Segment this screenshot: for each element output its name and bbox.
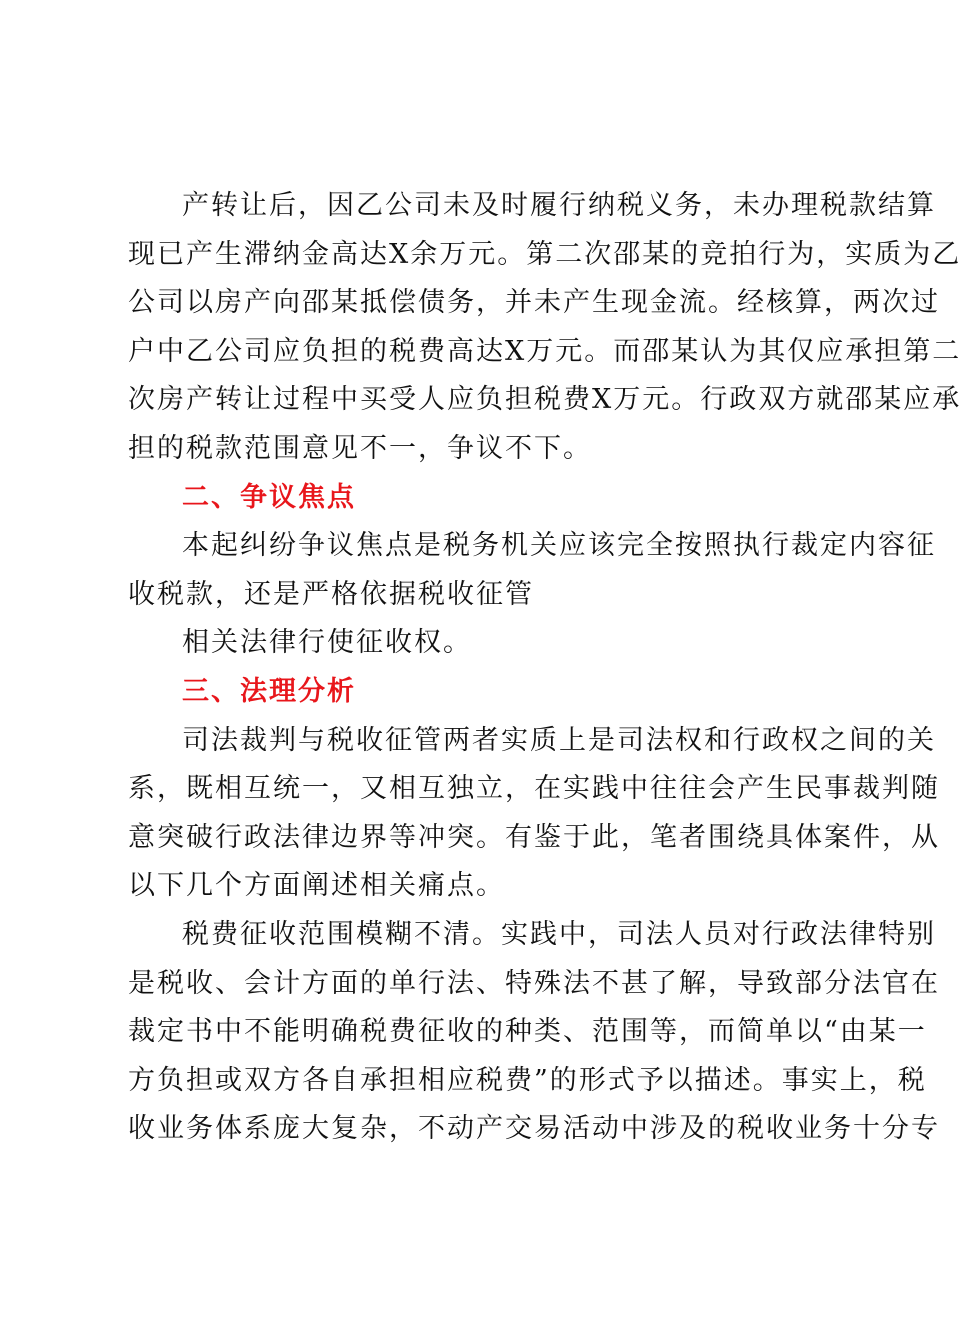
section-heading-legal-analysis: 三、法理分析 xyxy=(182,675,356,707)
text-line: 产转让后，因乙公司未及时履行纳税义务，未办理税款结算 xyxy=(182,190,936,221)
text-line: 公司以房产向邵某抵偿债务，并未产生现金流。经核算，两次过 xyxy=(128,287,940,319)
paragraph-dispute-focus xyxy=(128,522,936,668)
text-line: 司法裁判与税收征管两者实质上是司法权和行政权之间的关 xyxy=(182,724,936,756)
text-line: 收税款，还是严格依据税收征管 xyxy=(128,578,534,610)
text-line: 是税收、会计方面的单行法、特殊法不甚了解，导致部分法官在 xyxy=(128,967,940,999)
text-line: 方负担或双方各自承担相应税费”的形式予以描述。事实上，税 xyxy=(128,1064,927,1096)
text-line: 裁定书中不能明确税费征收的种类、范围等，而简单以“由某一 xyxy=(128,1016,927,1048)
text-line: 意突破行政法律边界等冲突。有鉴于此，笔者围绕具体案件，从 xyxy=(128,821,940,853)
text-line: 相关法律行使征收权。 xyxy=(182,627,472,659)
section-heading-dispute-focus: 二、争议焦点 xyxy=(182,481,356,513)
text-line: 次房产转让过程中买受人应负担税费X万元。行政双方就邵某应承 xyxy=(128,384,961,416)
paragraph-legal-analysis xyxy=(128,717,940,911)
text-line: 现已产生滞纳金高达X余万元。第二次邵某的竞拍行为，实质为乙 xyxy=(128,238,961,270)
text-line: 本起纠纷争议焦点是税务机关应该完全按照执行裁定内容征 xyxy=(182,530,936,562)
text-line: 收业务体系庞大复杂，不动产交易活动中涉及的税收业务十分专 xyxy=(128,1113,940,1145)
text-line: 以下几个方面阐述相关痛点。 xyxy=(128,870,505,902)
paragraph-tax-scope xyxy=(128,911,940,1154)
document-body xyxy=(128,182,961,1154)
text-line: 税费征收范围模糊不清。实践中，司法人员对行政法律特别 xyxy=(182,918,936,950)
paragraph-case-background xyxy=(128,182,961,474)
text-line: 担的税款范围意见不一，争议不下。 xyxy=(128,432,592,464)
text-line: 户中乙公司应负担的税费高达X万元。而邵某认为其仅应承担第二 xyxy=(128,335,961,367)
text-line: 系，既相互统一，又相互独立，在实践中往往会产生民事裁判随 xyxy=(128,773,940,805)
